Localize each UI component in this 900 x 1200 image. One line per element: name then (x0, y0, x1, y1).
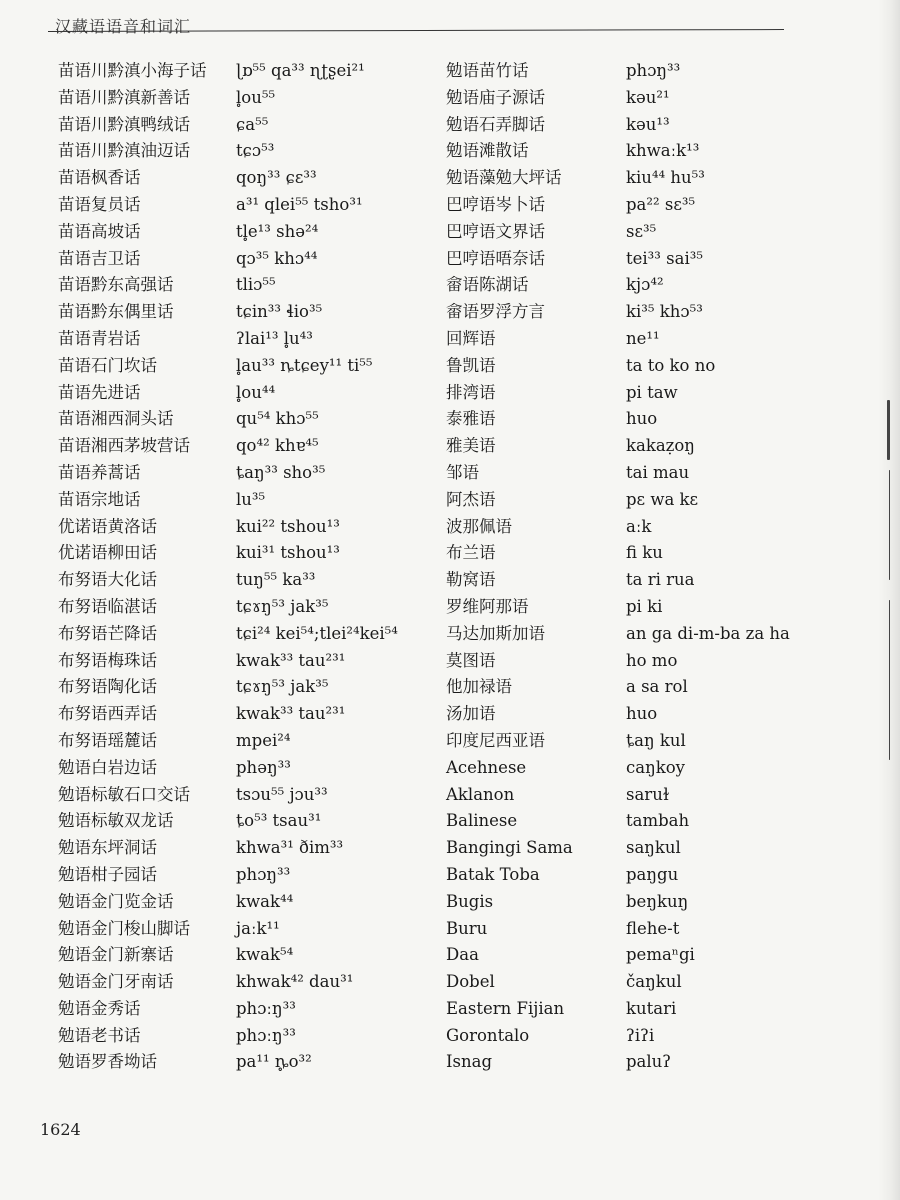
language-name: 马达加斯加语 (446, 623, 545, 643)
word-form: pemaⁿgi (626, 945, 695, 965)
word-form: ta ri rua (626, 570, 695, 590)
binding-mark (889, 470, 891, 580)
language-name: 布努语芒降话 (58, 623, 157, 643)
word-form: l̥ou⁵⁵ (236, 87, 276, 107)
language-name: 勉语藻勉大坪话 (446, 168, 562, 188)
word-form: mpei²⁴ (236, 730, 291, 750)
language-name: 雅美语 (446, 436, 496, 456)
language-name: 苗语川黔滇小海子话 (58, 61, 207, 80)
word-form: ta to ko no (626, 355, 716, 375)
word-form: phɔŋ³³ (236, 864, 291, 884)
word-form: huo (626, 704, 658, 724)
language-name: Buru (446, 918, 488, 938)
language-name: 莫图语 (446, 650, 496, 670)
word-form: kwak³³ tau²³¹ (236, 650, 346, 670)
language-name: 勉语金门梭山脚话 (58, 918, 190, 938)
language-name: 罗维阿那语 (446, 596, 529, 616)
language-name: Aklanon (446, 784, 515, 804)
word-form: ne¹¹ (626, 328, 660, 348)
word-form: saŋkul (626, 838, 681, 858)
word-form: l̥ou⁴⁴ (236, 382, 276, 402)
word-form: a sa rol (626, 677, 688, 697)
word-form: pa²² sɛ³⁵ (626, 194, 696, 214)
binding-mark (889, 600, 890, 760)
language-name: 排湾语 (446, 382, 496, 402)
language-name: 巴哼语唔奈话 (446, 248, 545, 268)
word-form: ɭɒ⁵⁵ qa³³ ɳʈʂei²¹ (236, 61, 365, 80)
word-form: paluʔ (626, 1052, 672, 1072)
language-name: 勉语标敏双龙话 (58, 811, 174, 831)
language-name: Balinese (446, 811, 518, 831)
language-name: 回辉语 (446, 328, 496, 348)
word-form: pi taw (626, 382, 678, 402)
word-form: tliɔ⁵⁵ (236, 275, 276, 295)
language-name: 苗语养蒿话 (58, 462, 141, 482)
language-name: 勉语标敏石口交话 (58, 784, 190, 804)
language-name: 勉语金门新寨话 (58, 945, 174, 965)
language-name: 勉语白岩边话 (58, 757, 157, 777)
language-name: 苗语湘西茅坡营话 (58, 436, 190, 456)
language-name: 苗语宗地话 (58, 489, 141, 509)
word-form: ki³⁵ khɔ⁵³ (626, 302, 703, 322)
word-form: tsɔu⁵⁵ jɔu³³ (236, 784, 328, 804)
language-name: 苗语黔东偶里话 (58, 302, 174, 322)
word-form: pɛ wa kɛ (626, 489, 699, 509)
word-form: kəu¹³ (626, 114, 670, 134)
word-form: tɕɤŋ⁵³ jak³⁵ (236, 677, 329, 697)
page-edge-shadow (878, 0, 900, 1200)
language-name: Isnag (446, 1052, 493, 1072)
language-name: Acehnese (446, 757, 527, 777)
word-form: tei³³ sai³⁵ (626, 248, 703, 268)
language-name: 鲁凯语 (446, 355, 496, 375)
language-name: 苗语石门坎话 (58, 355, 157, 375)
language-name: 勉语金秀话 (58, 998, 141, 1018)
word-form: tɕɤŋ⁵³ jak³⁵ (236, 596, 329, 616)
word-form: qoŋ³³ ɕɛ³³ (236, 168, 317, 188)
word-form: kui³¹ tshou¹³ (236, 543, 340, 563)
word-form: tuŋ⁵⁵ ka³³ (236, 570, 316, 590)
language-name: 邹语 (446, 462, 479, 482)
word-form: qɔ³⁵ khɔ⁴⁴ (236, 248, 318, 268)
word-form: kwak⁵⁴ (236, 945, 294, 965)
language-name: Bugis (446, 891, 494, 911)
word-form: fi ku (626, 543, 663, 563)
word-form: aːk (626, 516, 652, 536)
language-name: 苗语吉卫话 (58, 248, 141, 268)
word-form: kwak³³ tau²³¹ (236, 704, 346, 724)
word-form: tɕi²⁴ kei⁵⁴;tlei²⁴kei⁵⁴ (236, 623, 398, 643)
language-name: 苗语川黔滇油迈话 (58, 141, 190, 161)
page-number: 1624 (40, 1120, 81, 1139)
word-form: phəŋ³³ (236, 757, 291, 777)
word-form: flehe-t (626, 918, 680, 938)
word-form: phɔːŋ³³ (236, 1025, 296, 1045)
word-form: paŋgu (626, 864, 679, 884)
language-name: Gorontalo (446, 1025, 530, 1045)
language-name: 布努语梅珠话 (58, 650, 157, 670)
language-name: Daa (446, 945, 479, 965)
word-form: sɛ³⁵ (626, 221, 657, 241)
language-name: 苗语湘西洞头话 (58, 409, 174, 429)
language-name: 勉语金门牙南话 (58, 972, 174, 992)
word-form: l̥au³³ ȵtɕey¹¹ ti⁵⁵ (236, 355, 373, 375)
language-name: 勉语老书话 (58, 1025, 141, 1045)
word-form: tɕɔ⁵³ (236, 141, 275, 161)
word-form: qo⁴² khɐ⁴⁵ (236, 436, 319, 456)
language-name: Bangingi Sama (446, 838, 573, 858)
language-name: 泰雅语 (446, 409, 496, 429)
word-form: jaːk¹¹ (236, 918, 280, 938)
word-form: kutari (626, 998, 677, 1018)
word-form: an ga di-m-ba za ha (626, 623, 790, 643)
word-form: khwa³¹ ðim³³ (236, 838, 344, 858)
word-form: lu³⁵ (236, 489, 266, 509)
language-name: 阿杰语 (446, 489, 496, 509)
word-form: kjɔ⁴² (626, 275, 664, 295)
word-form: tɕin³³ ɬio³⁵ (236, 302, 323, 322)
language-name: 畲语陈湖话 (446, 275, 529, 295)
word-form: khwak⁴² dau³¹ (236, 972, 354, 992)
language-name: 勉语滩散话 (446, 141, 529, 161)
language-name: 布努语瑶麓话 (58, 730, 157, 750)
word-form: khwaːk¹³ (626, 141, 700, 161)
word-form: ho mo (626, 650, 678, 670)
binding-mark (887, 400, 890, 460)
language-name: 苗语川黔滇新善话 (58, 87, 190, 107)
word-form: ʔlai¹³ l̥u⁴³ (236, 328, 313, 348)
language-name: 苗语川黔滇鸭绒话 (58, 114, 190, 134)
word-form: ɕa⁵⁵ (236, 114, 269, 134)
language-name: 巴哼语文界话 (446, 221, 545, 241)
language-name: 汤加语 (446, 704, 496, 724)
word-form: ȶaŋ³³ sho³⁵ (236, 462, 326, 482)
running-header: 汉藏语语音和词汇 (55, 17, 192, 36)
word-form: huo (626, 409, 658, 429)
word-form: čaŋkul (626, 972, 682, 992)
language-name: 勉语罗香坳话 (58, 1052, 157, 1072)
word-form: tai mau (626, 462, 690, 482)
language-name: Eastern Fijian (446, 998, 565, 1018)
word-form: kui²² tshou¹³ (236, 516, 340, 536)
language-name: 苗语复员话 (58, 194, 141, 214)
word-form: qu⁵⁴ khɔ⁵⁵ (236, 409, 319, 429)
language-name: 勒窝语 (446, 570, 496, 590)
language-name: 布努语西弄话 (58, 704, 157, 724)
language-name: 勉语东坪洞话 (58, 838, 157, 858)
word-form: kiu⁴⁴ hu⁵³ (626, 168, 705, 188)
word-form: tambah (626, 811, 690, 831)
language-name: 勉语金门览金话 (58, 891, 174, 911)
word-form: pi ki (626, 596, 663, 616)
language-name: 布努语大化话 (58, 570, 157, 590)
language-name: 勉语柑子园话 (58, 864, 157, 884)
word-form: ȶaŋ kul (626, 730, 686, 750)
language-name: 他加禄语 (446, 677, 512, 697)
language-name: 布努语陶化话 (58, 677, 157, 697)
word-form: kəu²¹ (626, 87, 670, 107)
word-form: kwak⁴⁴ (236, 891, 294, 911)
language-name: 苗语枫香话 (58, 168, 141, 188)
word-form: ȶo⁵³ tsau³¹ (236, 811, 322, 831)
language-name: 巴哼语岑卜话 (446, 194, 545, 214)
language-name: 苗语黔东高强话 (58, 275, 174, 295)
language-name: 波那佩语 (446, 516, 512, 536)
word-form: tl̥e¹³ shə²⁴ (236, 221, 319, 241)
language-name: 苗语先进话 (58, 382, 141, 402)
word-form: phɔːŋ³³ (236, 998, 296, 1018)
language-name: Dobel (446, 972, 495, 992)
language-name: 优诺语黄洛话 (58, 516, 157, 536)
language-name: 勉语苗竹话 (446, 61, 529, 80)
language-name: 印度尼西亚语 (446, 730, 545, 750)
language-name: 勉语石弄脚话 (446, 114, 545, 134)
language-name: 勉语庙子源话 (446, 87, 545, 107)
language-name: 布兰语 (446, 543, 496, 563)
language-name: Batak Toba (446, 864, 540, 884)
word-form: pa¹¹ ȵ̥o³² (236, 1052, 312, 1072)
language-name: 布努语临湛话 (58, 596, 157, 616)
word-form: saruɫ (626, 784, 670, 804)
word-form: kakaẓoŋ (626, 436, 695, 456)
language-name: 畲语罗浮方言 (446, 302, 545, 322)
language-name: 苗语高坡话 (58, 221, 141, 241)
word-form: phɔŋ³³ (626, 61, 681, 80)
language-name: 优诺语柳田话 (58, 543, 157, 563)
word-form: beŋkuŋ (626, 891, 689, 911)
language-name: 苗语青岩话 (58, 328, 141, 348)
word-form: a³¹ qlei⁵⁵ tsho³¹ (236, 194, 363, 214)
word-form: caŋkoy (626, 757, 685, 777)
word-form: ʔiʔi (626, 1025, 655, 1045)
